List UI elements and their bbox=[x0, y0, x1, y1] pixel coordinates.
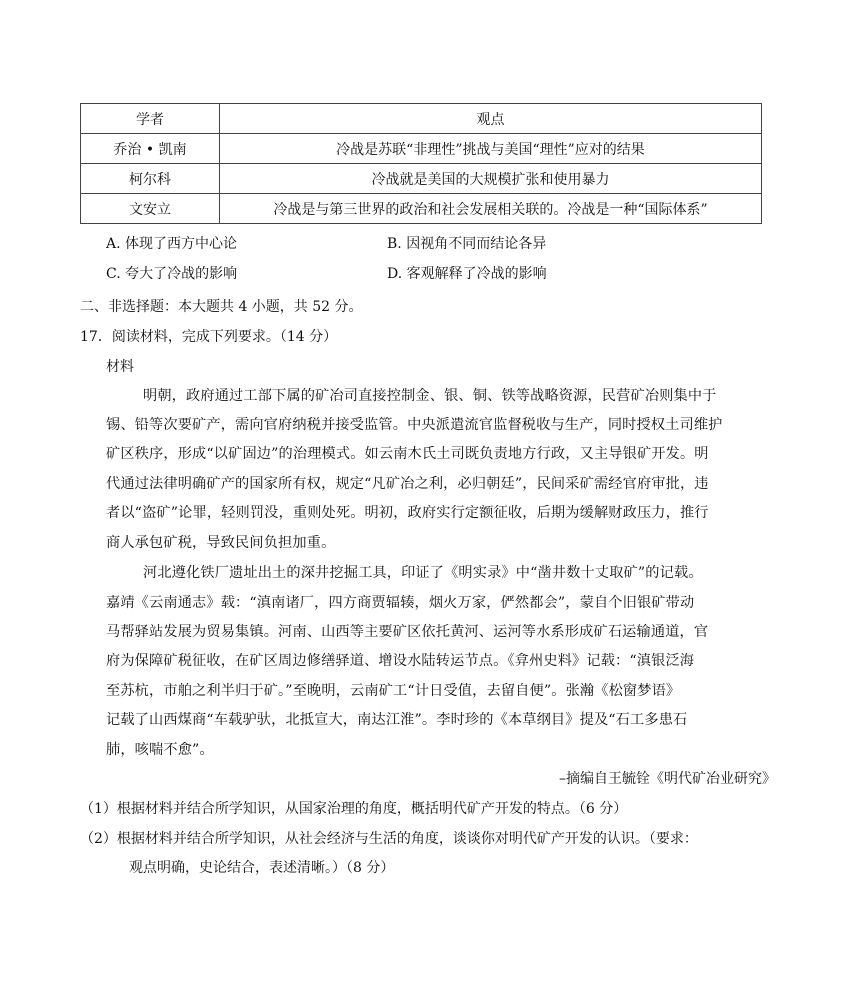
header-cell-view: 观点 bbox=[220, 104, 762, 134]
view-cell: 冷战就是美国的大规模扩张和使用暴力 bbox=[220, 164, 762, 194]
scholar-cell: 乔治 • 凯南 bbox=[81, 134, 220, 164]
material-paragraph-2-line: 河北遵化铁厂遗址出土的深井挖掘工具，印证了《明实录》中“凿井数十丈取矿”的记载。 bbox=[143, 565, 703, 581]
material-paragraph-2-line: 记载了山西煤商“车载驴驮，北抵宣大，南达江淮”。李时珍的《本草纲目》提及“石工多患石 bbox=[106, 712, 688, 728]
sub-question-2: （2）根据材料并结合所学知识，从社会经济与生活的角度，谈谈你对明代矿产开发的认识。（要求： bbox=[80, 831, 698, 847]
material-paragraph-2-line: 府为保障矿税征收，在矿区周边修缮驿道、增设水陆转运节点。《弇州史料》记载：“滇银泛海 bbox=[106, 653, 695, 669]
material-label: 材料 bbox=[106, 359, 134, 375]
material-paragraph-1-line: 代通过法律明确矿产的国家所有权，规定“凡矿冶之利，必归朝廷”，民间采矿需经官府审批，违 bbox=[106, 476, 709, 492]
material-paragraph-2-line: 马帮驿站发展为贸易集镇。河南、山西等主要矿区依托黄河、运河等水系形成矿石运输通道，官 bbox=[106, 624, 709, 640]
material-paragraph-2-line: 嘉靖《云南通志》载：“滇南诸厂，四方商贾辐辏，烟火万家，俨然都会”，蒙自个旧银矿带动 bbox=[106, 595, 695, 611]
section-title: 二、非选择题：本大题共 4 小题，共 52 分。 bbox=[80, 299, 363, 315]
material-source: –摘编自王毓铨《明代矿冶业研究》 bbox=[559, 771, 776, 787]
sub-question-1: （1）根据材料并结合所学知识，从国家治理的角度，概括明代矿产开发的特点。（6 分） bbox=[80, 801, 628, 817]
table-header-row bbox=[81, 104, 762, 134]
material-paragraph-1-line: 者以“盗矿”论罪，轻则罚没，重则处死。明初，政府实行定额征收，后期为缓解财政压力，推行 bbox=[106, 505, 709, 521]
header-cell-scholar: 学者 bbox=[81, 104, 220, 134]
view-cell: 冷战是苏联“非理性”挑战与美国“理性”应对的结果 bbox=[220, 134, 762, 164]
table-row bbox=[81, 194, 762, 224]
option-c: C. 夸大了冷战的影响 bbox=[106, 266, 238, 282]
material-paragraph-1-line: 锡、铅等次要矿产，需向官府纳税并接受监管。中央派遣流官监督税收与生产，同时授权土司维护 bbox=[106, 417, 723, 433]
scholar-views-table bbox=[80, 103, 762, 224]
table-row bbox=[81, 134, 762, 164]
material-paragraph-1-line: 矿区秩序，形成“以矿固边”的治理模式。如云南木氏土司既负责地方行政，又主导银矿开发。明 bbox=[106, 446, 709, 462]
material-paragraph-2-line: 肺，咳喘不愈”。 bbox=[106, 742, 214, 758]
material-paragraph-1-line: 明朝，政府通过工部下属的矿冶司直接控制金、银、铜、铁等战略资源，民营矿冶则集中于 bbox=[143, 388, 717, 404]
view-cell: 冷战是与第三世界的政治和社会发展相关联的。冷战是一种“国际体系” bbox=[220, 194, 762, 224]
material-paragraph-1-line: 商人承包矿税，导致民间负担加重。 bbox=[106, 535, 336, 551]
option-b: B. 因视角不同而结论各异 bbox=[387, 236, 547, 252]
table-row bbox=[81, 164, 762, 194]
option-a: A. 体现了西方中心论 bbox=[106, 236, 238, 252]
scholar-cell: 柯尔科 bbox=[81, 164, 220, 194]
sub-question-2-continuation: 观点明确，史论结合，表述清晰。）（8 分） bbox=[129, 860, 395, 876]
option-d: D. 客观解释了冷战的影响 bbox=[387, 266, 547, 282]
question-17-title: 17．阅读材料，完成下列要求。（14 分） bbox=[80, 329, 338, 345]
scholar-cell: 文安立 bbox=[81, 194, 220, 224]
material-paragraph-2-line: 至苏杭，市舶之利半归于矿。”至晚明，云南矿工“计日受值，去留自便”。张瀚《松窗梦语》 bbox=[106, 683, 681, 699]
